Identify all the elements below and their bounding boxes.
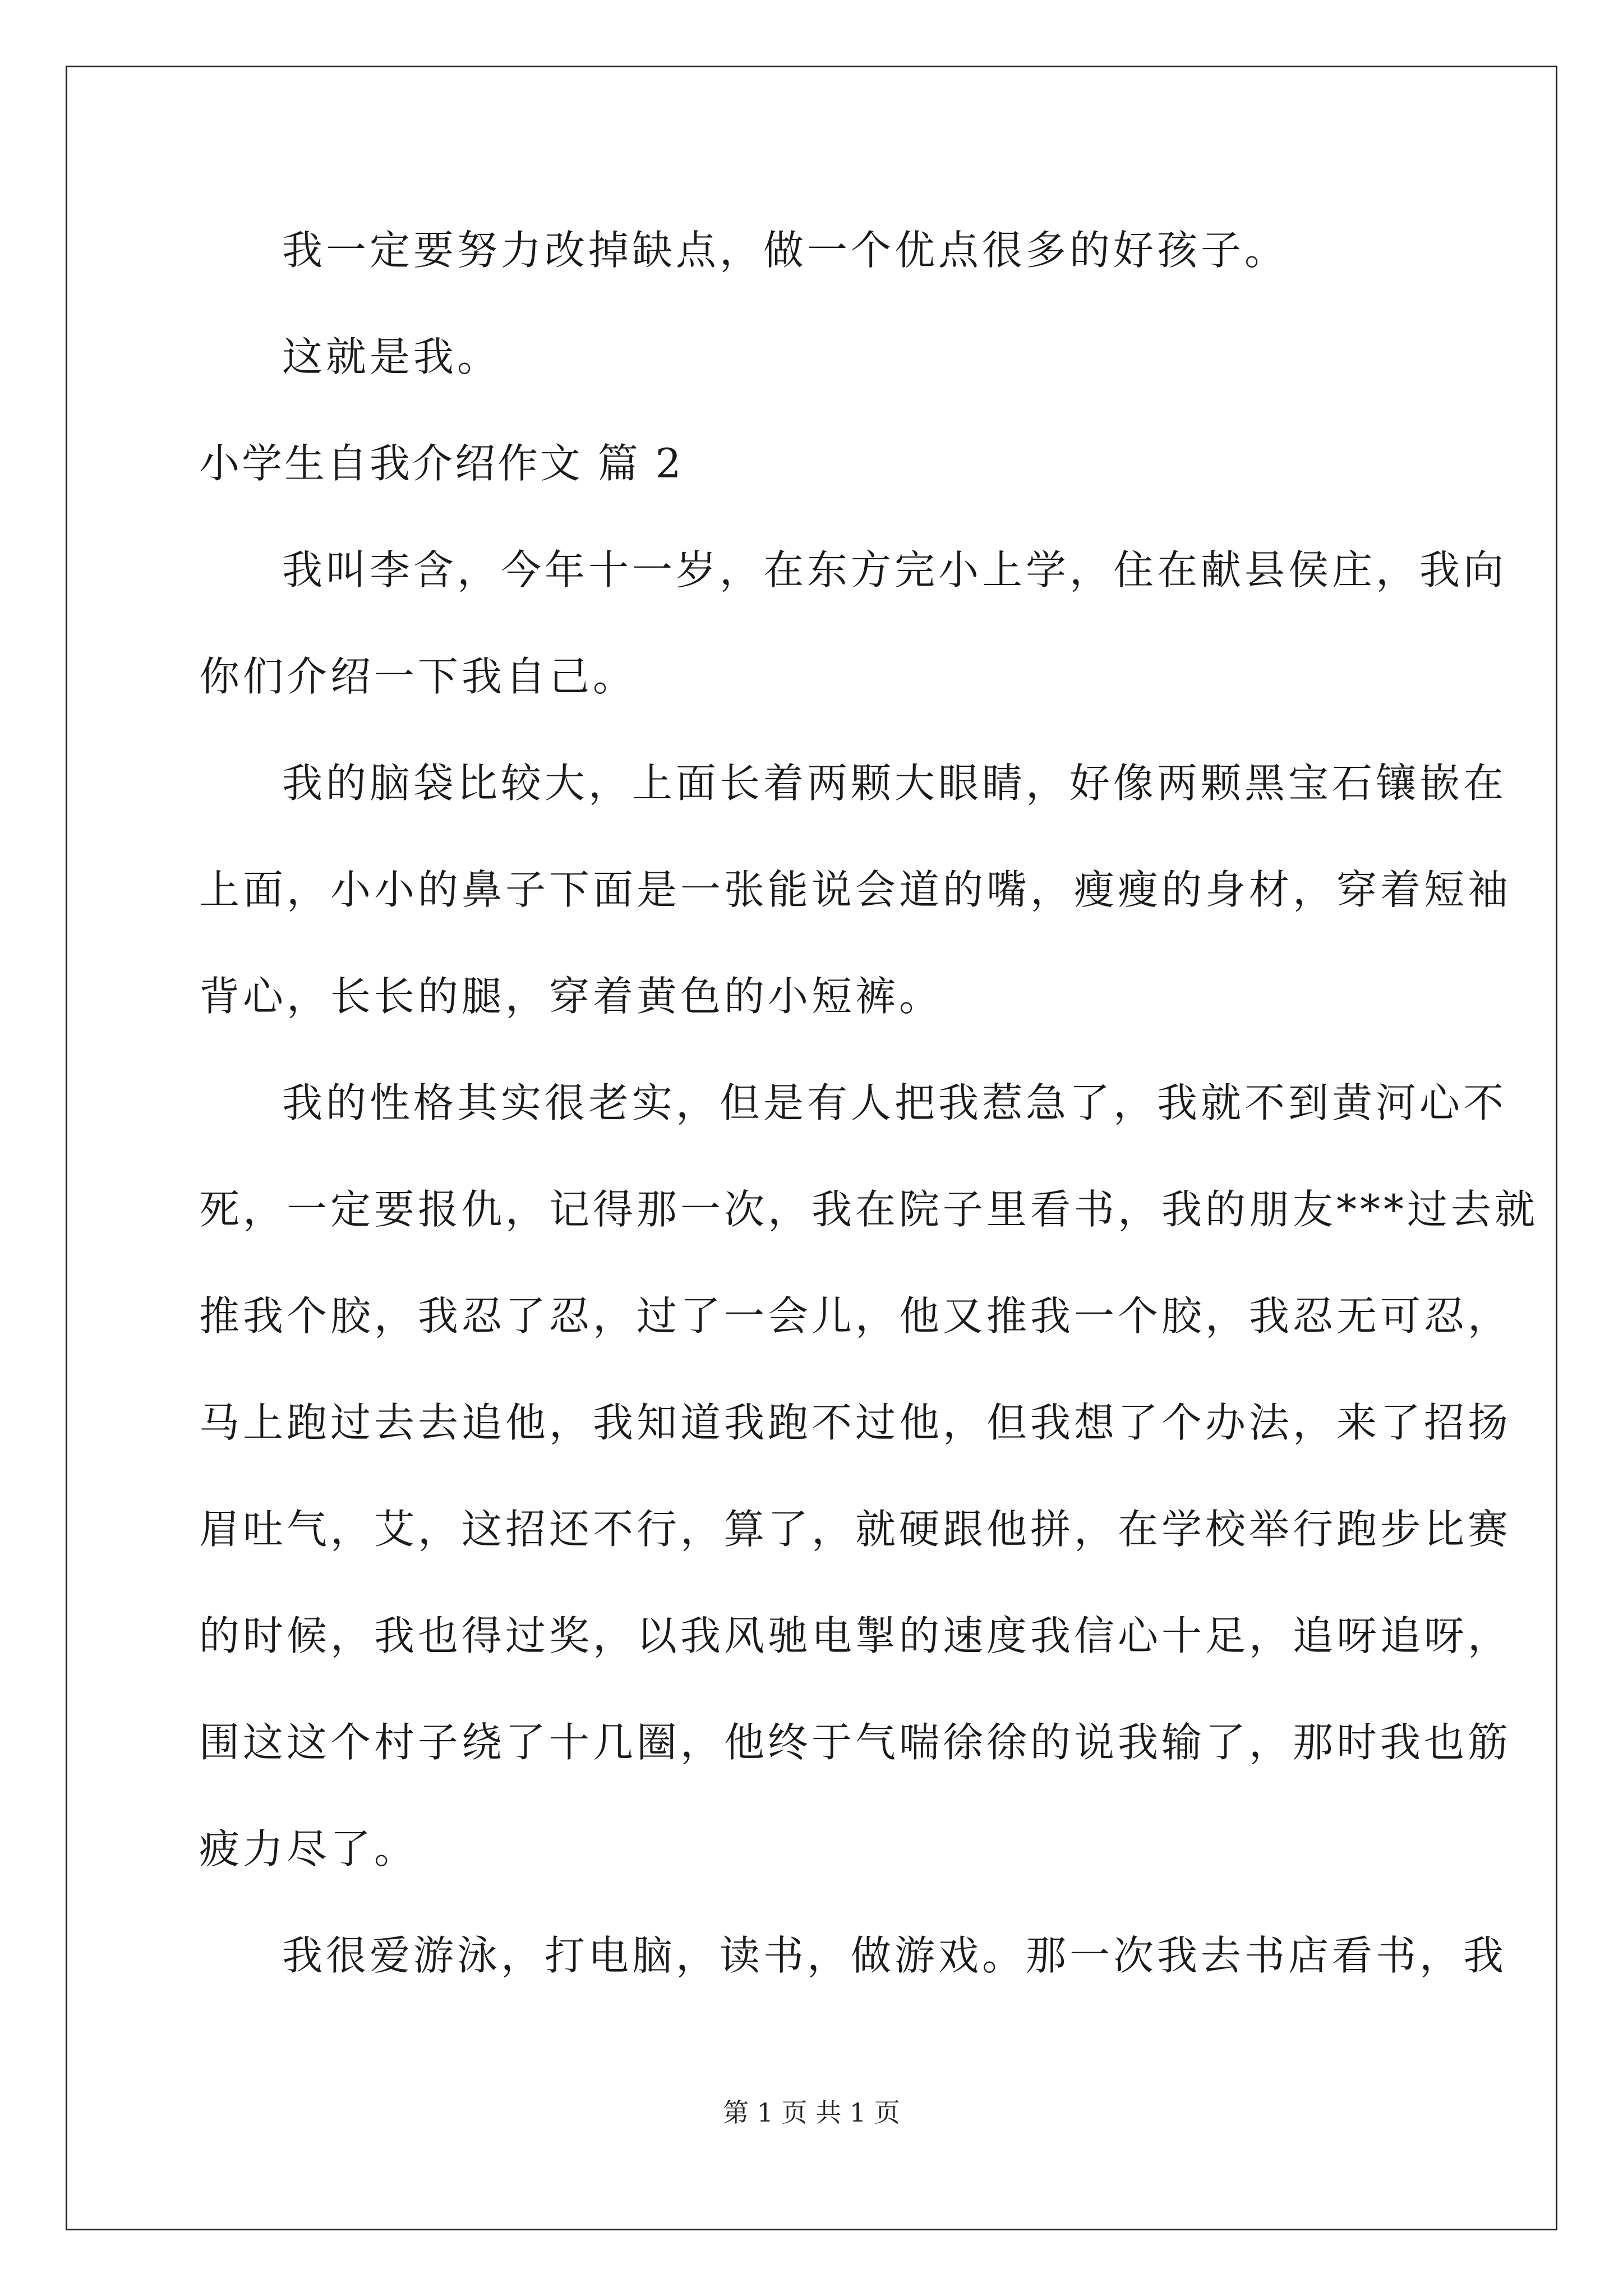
paragraph-line: 眉吐气，艾，这招还不行，算了，就硬跟他拼，在学校举行跑步比赛 — [199, 1506, 1512, 1553]
paragraph-line: 的时候，我也得过奖，以我风驰电掣的速度我信心十足，追呀追呀， — [199, 1612, 1512, 1659]
paragraph-line: 你们介绍一下我自己。 — [199, 653, 637, 700]
page-number-footer: 第 1 页 共 1 页 — [723, 2097, 900, 2128]
paragraph-line: 上面，小小的鼻子下面是一张能说会道的嘴，瘦瘦的身材，穿着短袖 — [199, 866, 1512, 913]
page-border — [66, 66, 1557, 2230]
paragraph-line: 围这这个村子绕了十几圈，他终于气喘徐徐的说我输了，那时我也筋 — [199, 1719, 1512, 1766]
paragraph-line: 这就是我。 — [282, 333, 501, 380]
paragraph-line: 我一定要努力改掉缺点，做一个优点很多的好孩子。 — [282, 227, 1289, 274]
paragraph-line: 我的性格其实很老实，但是有人把我惹急了，我就不到黄河心不 — [282, 1079, 1507, 1126]
paragraph-line: 疲力尽了。 — [199, 1825, 418, 1872]
paragraph-line: 背心，长长的腿，穿着黄色的小短裤。 — [199, 973, 943, 1020]
paragraph-line: 马上跑过去去追他，我知道我跑不过他，但我想了个办法，来了招扬 — [199, 1399, 1512, 1446]
paragraph-line: 推我个胶，我忍了忍，过了一会儿，他又推我一个胶，我忍无可忍， — [199, 1292, 1512, 1340]
section-heading: 小学生自我介绍作文 篇 2 — [199, 440, 684, 487]
paragraph-line: 我很爱游泳，打电脑，读书，做游戏。那一次我去书店看书，我 — [282, 1932, 1507, 1979]
paragraph-line: 我叫李含，今年十一岁，在东方完小上学，住在献县侯庄，我向 — [282, 546, 1507, 593]
paragraph-line: 死，一定要报仇，记得那一次，我在院子里看书，我的朋友***过去就 — [199, 1186, 1539, 1233]
paragraph-line: 我的脑袋比较大，上面长着两颗大眼睛，好像两颗黑宝石镶嵌在 — [282, 760, 1507, 807]
